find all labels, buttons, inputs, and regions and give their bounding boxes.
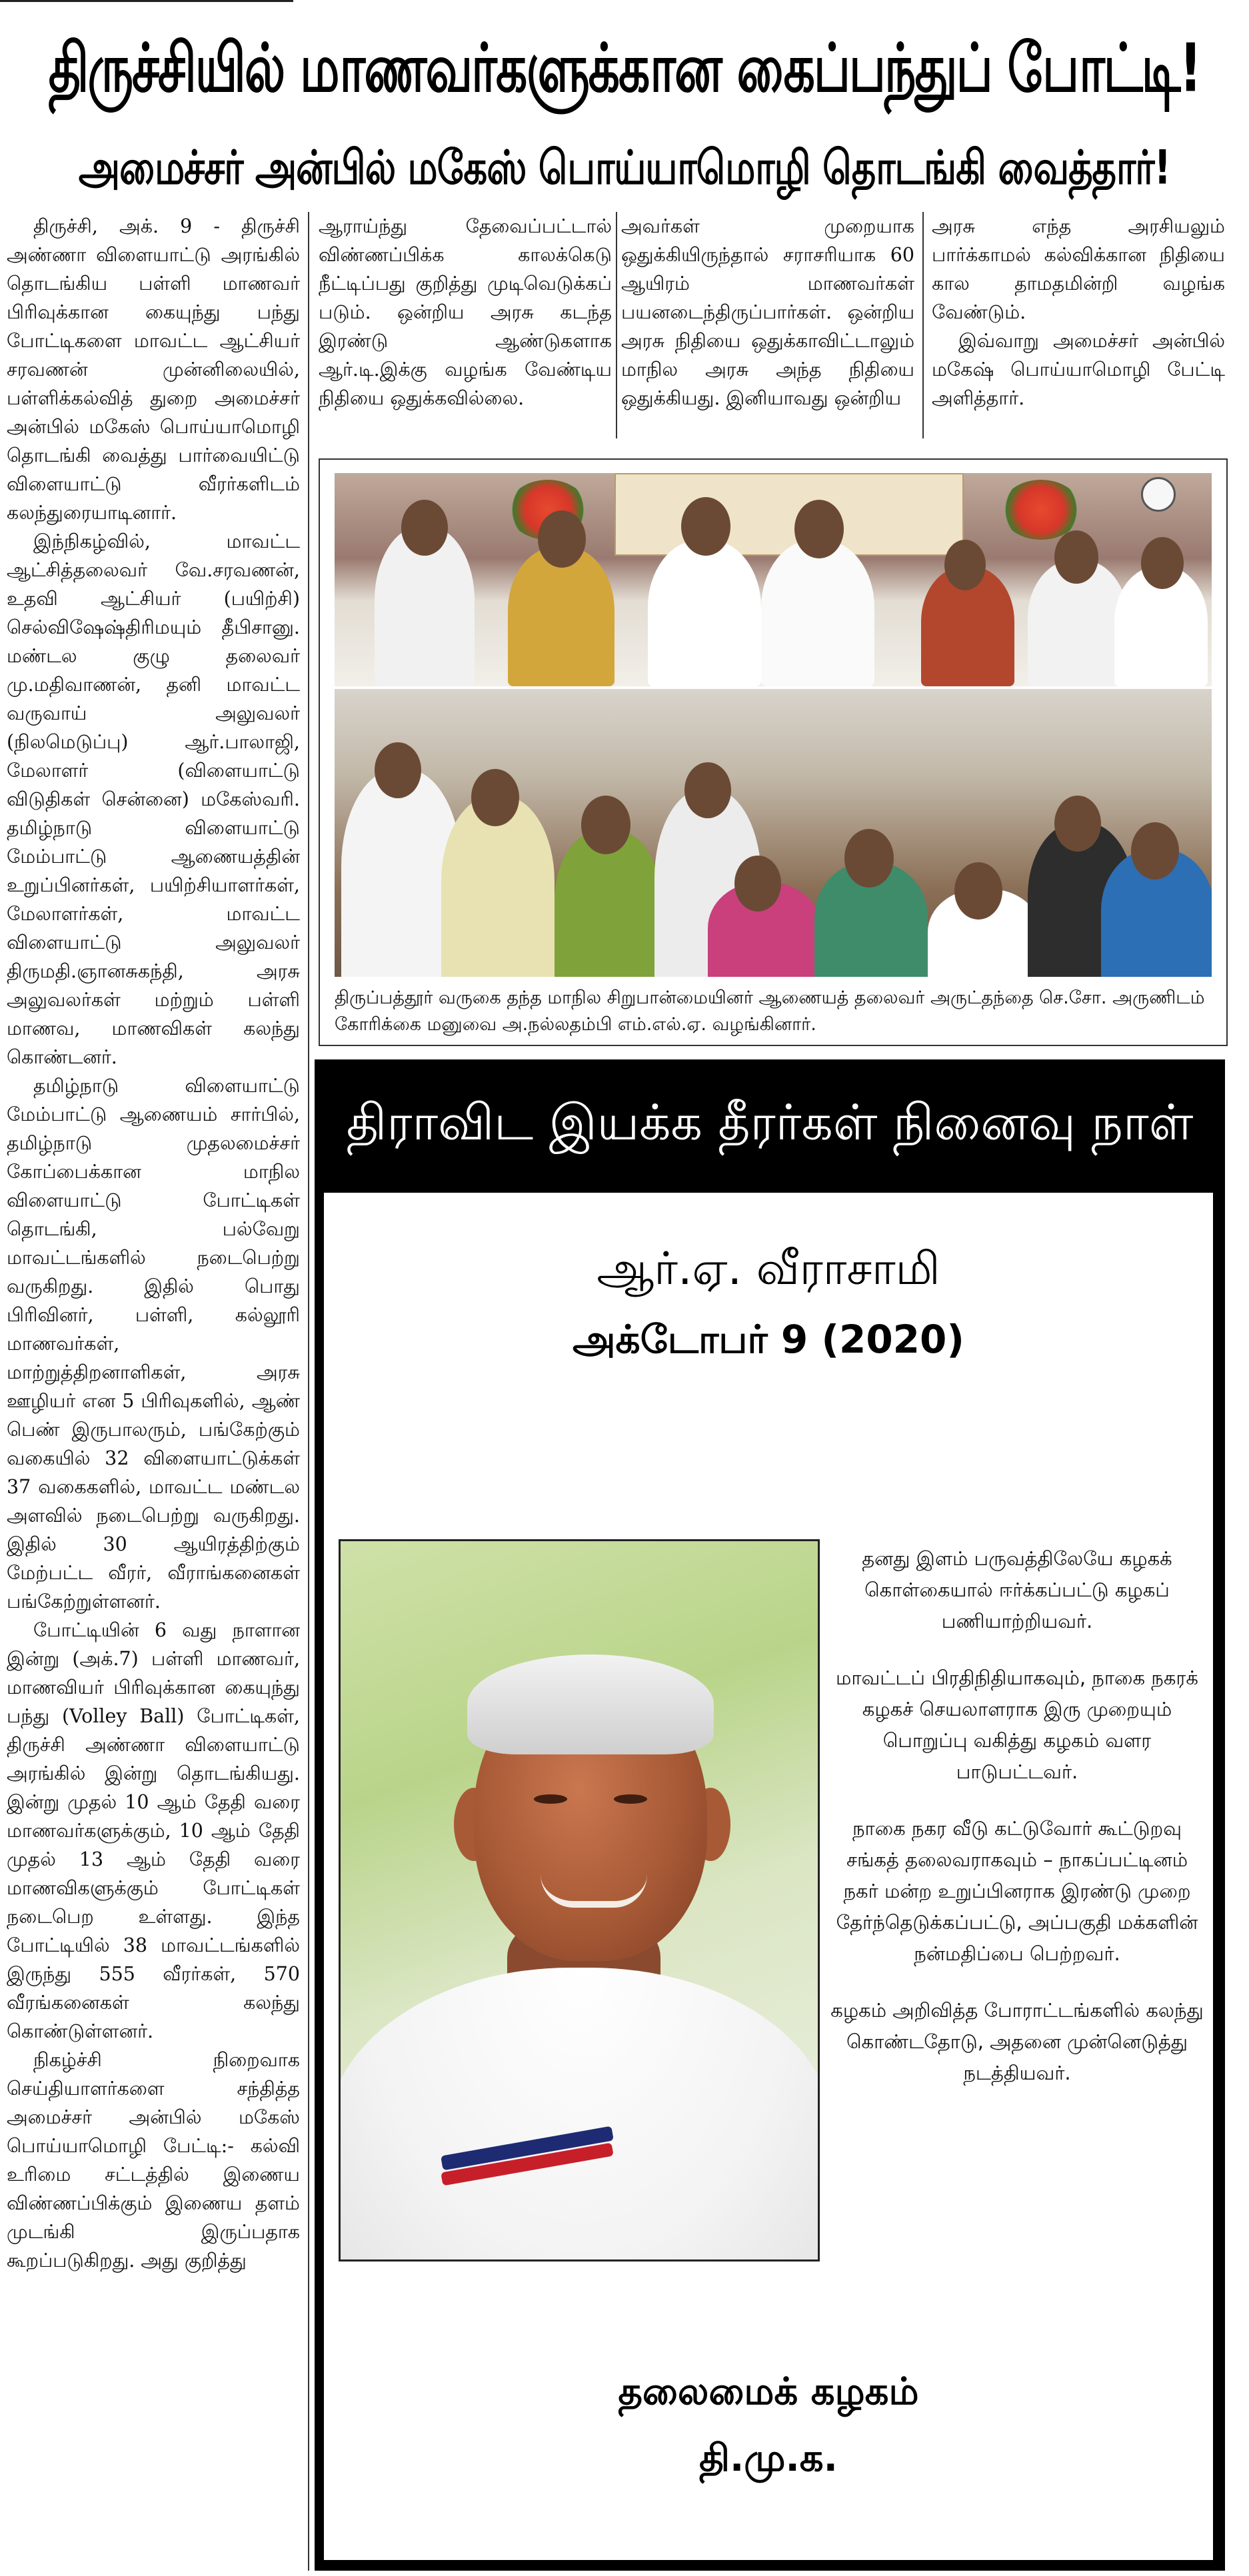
column-divider [616,212,617,438]
person [648,540,761,686]
column-divider [308,212,309,2571]
memorial-body [324,1193,1213,2560]
portrait-hair [467,1654,714,1754]
top-rule [0,0,293,2]
article-column-3 [621,212,914,438]
wall-clock [1141,477,1176,512]
person-head [844,829,894,888]
person-head [954,862,1002,920]
person-head [401,500,448,556]
memorial-date: அக்டோபர் 9 (2020) [573,1317,964,1362]
person-head [734,856,781,912]
article-paragraph: இவ்வாறு அமைச்சர் அன்பில் மகேஷ் பொய்யாமொழி பேட்டி அளித்தார். [932,330,1225,409]
portrait-eye [534,1794,567,1804]
memorial-paragraph: மாவட்டப் பிரதிநிதியாகவும், நாகை நகரக் கழகச் செயலாளராக இரு முறையும் பொறுப்பு வகித்து கழகம் வளர பாடுபட்டவர். [836,1666,1198,1783]
portrait-smile [541,1874,647,1908]
event-photo-audience [335,689,1212,977]
article-paragraph: போட்டியின் 6 வது நாளான இன்று (அக்.7) பள்ளி மாணவர், மாணவியர் பிரிவுக்கான கையுந்து பந்து (Volley Ball) போட்டிகள், திருச்சி அண்ணா விளையாட்டு அரங்கில் இன்று தொடங்கியது. இன்று முதல் 10 ஆம் தேதி வரை மாணவர்களுக்கும், 10 ஆம் தேதி முதல் 13 ஆம் தேதி வரை மாணவிகளுக்கும் போட்டிகள் நடைபெற உள்ளது. இந்த போட்டியில் 38 மாவட்டங்களில் இருந்து 555 வீரர்கள், 570 வீரங்கனைகள் கலந்து கொண்டுள்ளனர். [7,1619,300,2042]
person-head [1141,537,1184,589]
subheadline: அமைச்சர் அன்பில் மகேஸ் பொய்யாமொழி தொடங்கி வைத்தார்! [78,141,1171,195]
photo-caption: திருப்பத்தூர் வருகை தந்த மாநில சிறுபான்மையினர் ஆணையத் தலைவர் அருட்தந்தை செ.சோ. அருணிடம் கோரிக்கை மனுவை அ.நல்லதம்பி எம்.எல்.ஏ. வழங்கினார். [335,987,1205,1035]
memorial-signature-party: தி.மு.க. [699,2437,838,2480]
person-head [471,769,519,826]
person-head [1131,822,1179,880]
memorial-paragraph: நாகை நகர வீடு கட்டுவோர் கூட்டுறவு சங்கத் தலைவராகவும் – நாகப்பட்டினம் நகர் மன்ற உறுப்பினராக இரண்டு முறை தேர்ந்தெடுக்கப்பட்டு, அப்பகுதி மக்களின் நன்மதிப்பை பெற்றவர். [836,1817,1198,1965]
memorial-name: ஆர்.ஏ. வீராசாமி [597,1243,940,1295]
article-paragraph: தமிழ்நாடு விளையாட்டு மேம்பாட்டு ஆணையம் சார்பில், தமிழ்நாடு முதலமைச்சர் கோப்பைக்கான மாநில விளையாட்டு போட்டிகள் தொடங்கி, பல்வேறு மாவட்டங்களில் நடைபெற்று வருகிறது. இதில் பொது பிரிவினர், பள்ளி, கல்லூரி மாணவர்கள், மாற்றுத்திறனாளிகள், அரசு ஊழியர் என 5 பிரிவுகளில், ஆண் பெண் இருபாலரும், பங்கேற்கும் வகையில் 32 விளையாட்டுக்கள் 37 வகைகளில், மாவட்ட மண்டல அளவில் நடைபெற்று வருகிறது. இதில் 30 ஆயிரத்திற்கும் மேற்பட்ட வீரர், வீராங்கனைகள் பங்கேற்றுள்ளனர். [7,1075,300,1612]
person-head [375,742,421,798]
memorial-biography [830,1543,1204,2114]
article-paragraph: அரசு எந்த அரசியலும் பார்க்காமல் கல்விக்கான நிதியை கால தாமதமின்றி வழங்க வேண்டும். [932,215,1225,323]
person-head [794,500,844,558]
person-head [1054,530,1098,584]
column-divider [922,212,924,438]
article-column-4 [932,212,1225,438]
memorial-portrait [339,1539,820,2261]
article-paragraph: அவர்கள் முறையாக ஒதுக்கியிருந்தால் சராசரியாக 60 ஆயிரம் மாணவர்கள் பயனடைந்திருப்பார்கள். ஒன்றிய அரசு நிதியை ஒதுக்காவிட்டாலும் மாநில அரசு அந்த நிதியை ஒதுக்கியது. இனியாவது ஒன்றிய [621,215,914,409]
stage-banner [615,473,964,556]
article-paragraph: ஆராய்ந்து தேவைப்பட்டால் விண்ணப்பிக்க காலக்கெடு நீட்டிப்பது குறித்து முடிவெடுக்கப் படும். ஒன்றிய அரசு கடந்த இரண்டு ஆண்டுகளாக ஆர்.டி.இக்கு வழங்க வேண்டிய நிதியை ஒதுக்கவில்லை. [319,215,612,409]
article-paragraph: நிகழ்ச்சி நிறைவாக செய்தியாளர்களை சந்தித்த அமைச்சர் அன்பில் மகேஸ் பொய்யாமொழி பேட்டி:- கல்வி உரிமை சட்டத்தில் இணைய விண்ணப்பிக்கும் இணைய தளம் முடங்கி இருப்பதாக கூறப்படுகிறது. அது குறித்து [7,2049,300,2271]
article-paragraph: திருச்சி, அக். 9 - திருச்சி அண்ணா விளையாட்டு அரங்கில் தொடங்கிய பள்ளி மாணவர் பிரிவுக்கான கையுந்து பந்து போட்டிகளை மாவட்ட ஆட்சியர் சரவணன் முன்னிலையில், பள்ளிக்கல்வித் துறை அமைச்சர் அன்பில் மகேஸ் பொய்யாமொழி தொடங்கி வைத்து பார்வையிட்டு விளையாட்டு வீரர்களிடம் கலந்துரையாடினார். [7,215,300,524]
person-head [684,762,731,818]
flower-decoration [1001,480,1081,540]
person-head [538,510,586,568]
person-head [581,796,630,854]
memorial-title: திராவிட இயக்க தீரர்கள் நினைவு நாள் [346,1094,1194,1151]
memorial-paragraph: தனது இளம் பருவத்திலேயே கழகக் கொள்கையால் ஈர்க்கப்பட்டு கழகப் பணியாற்றியவர். [862,1547,1172,1632]
person-head [1054,796,1101,852]
portrait-eye [614,1794,647,1804]
article-column-2 [319,212,612,438]
article-column-1 [7,212,300,2571]
portrait-shirt [339,1968,820,2261]
event-photo-stage [335,473,1212,686]
memorial-paragraph: கழகம் அறிவித்த போராட்டங்களில் கலந்து கொண்டதோடு, அதனை முன்னெடுத்து நடத்தியவர். [830,1999,1204,2084]
news-photo-panel [319,458,1228,1046]
memorial-notice [315,1059,1225,2571]
headline: திருச்சியில் மாணவர்களுக்கான கைப்பந்துப் போட்டி! [48,29,1201,107]
memorial-signature: தலைமைக் கழகம் [618,2370,919,2413]
person [761,540,874,686]
person-head [681,497,730,556]
article-paragraph: இந்நிகழ்வில், மாவட்ட ஆட்சித்தலைவர் வே.சரவணன், உதவி ஆட்சியர் (பயிற்சி) செல்விஷேஷ்திரிமயும் தீபிசானு. மண்டல குழு தலைவர் மு.மதிவாணன், தனி மாவட்ட வருவாய் அலுவலர் (நிலமெடுப்பு) ஆர்.பாலாஜி, மேலாளர் (விளையாட்டு விடுதிகள் சென்னை) மகேஸ்வரி. தமிழ்நாடு விளையாட்டு மேம்பாட்டு ஆணையத்தின் உறுப்பினர்கள், பயிற்சியாளர்கள், மேலாளர்கள், மாவட்ட விளையாட்டு அலுவலர் திருமதி.ஞானசுகந்தி, அரசு அலுவலர்கள் மற்றும் பள்ளி மாணவ, மாணவிகள் கலந்து கொண்டனர். [7,530,300,1068]
person-head [944,540,986,590]
